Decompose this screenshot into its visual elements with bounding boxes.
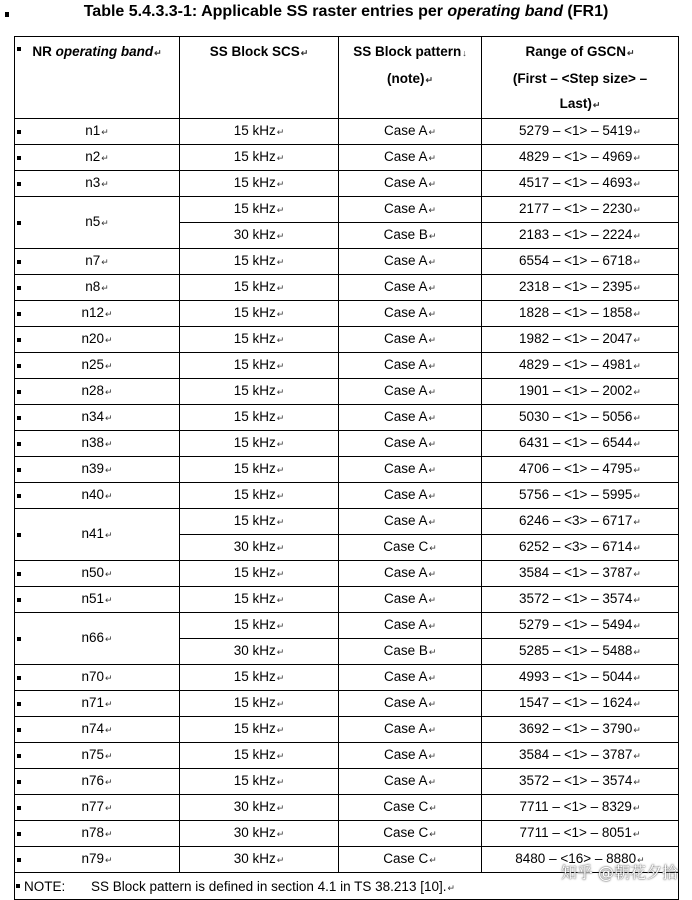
pattern-cell: Case A↵ — [339, 483, 482, 509]
return-mark-icon: ↵ — [104, 491, 113, 501]
band-cell: n40↵ — [15, 483, 180, 509]
title-text: Table 5.4.3.3-1: Applicable SS raster entries per — [83, 3, 448, 20]
gscn-cell: 7711 – <1> – 8051↵ — [482, 821, 679, 847]
gscn-cell: 5279 – <1> – 5419↵ — [482, 119, 679, 145]
return-mark-icon: ↵ — [633, 465, 641, 475]
return-mark-icon: ↵ — [104, 413, 113, 423]
scs-cell: 15 kHz↵ — [180, 197, 339, 223]
return-mark-icon: ↵ — [276, 517, 285, 527]
return-mark-icon: ↵ — [276, 777, 285, 787]
gscn-cell: 3692 – <1> – 3790↵ — [482, 717, 679, 743]
pattern-cell: Case C↵ — [339, 821, 482, 847]
band-cell: n50↵ — [15, 561, 180, 587]
table-row — [15, 743, 679, 769]
watermark: 知乎 @朝花夕拾 — [560, 863, 678, 882]
table-row — [15, 327, 679, 353]
return-mark-icon: ↵ — [633, 205, 641, 215]
pattern-cell: Case A↵ — [339, 743, 482, 769]
gscn-cell: 6252 – <3> – 6714↵ — [482, 535, 679, 561]
gscn-cell: 1828 – <1> – 1858↵ — [482, 301, 679, 327]
return-mark-icon: ↵ — [429, 829, 437, 839]
pattern-cell: Case A↵ — [339, 249, 482, 275]
pattern-cell: Case A↵ — [339, 561, 482, 587]
cell-mark-icon — [17, 572, 21, 576]
scs-cell: 15 kHz↵ — [180, 379, 339, 405]
return-mark-icon: ↵ — [276, 231, 285, 241]
gscn-cell: 2177 – <1> – 2230↵ — [482, 197, 679, 223]
return-mark-icon: ↵ — [637, 855, 645, 865]
return-mark-icon: ↵ — [104, 569, 113, 579]
return-mark-icon: ↵ — [104, 595, 113, 605]
band-cell: n51↵ — [15, 587, 180, 613]
scs-cell: 15 kHz↵ — [180, 743, 339, 769]
scs-cell: 15 kHz↵ — [180, 665, 339, 691]
return-mark-icon: ↵ — [276, 283, 285, 293]
return-mark-icon: ↵ — [633, 725, 641, 735]
return-mark-icon: ↵ — [104, 530, 113, 540]
scs-cell: 15 kHz↵ — [180, 769, 339, 795]
return-mark-icon: ↵ — [633, 751, 641, 761]
table-row — [15, 249, 679, 275]
return-mark-icon: ↵ — [428, 673, 437, 683]
band-cell: n5↵ — [15, 197, 180, 249]
band-cell: n70↵ — [15, 665, 180, 691]
return-mark-icon: ↵ — [104, 634, 113, 644]
scs-cell: 30 kHz↵ — [180, 639, 339, 665]
cell-mark-icon — [17, 468, 21, 472]
return-mark-icon: ↵ — [276, 725, 285, 735]
band-cell: n8↵ — [15, 275, 180, 301]
return-mark-icon: ↵ — [104, 829, 113, 839]
return-mark-icon: ↵ — [633, 257, 641, 267]
return-mark-icon: ↵ — [633, 647, 641, 657]
return-mark-icon: ↵ — [104, 361, 113, 371]
table-row — [15, 145, 679, 171]
band-cell: n41↵ — [15, 509, 180, 561]
pattern-cell: Case A↵ — [339, 717, 482, 743]
return-mark-icon: ↵ — [633, 387, 641, 397]
cell-mark-icon — [17, 676, 21, 680]
scs-cell: 15 kHz↵ — [180, 457, 339, 483]
scs-cell: 30 kHz↵ — [180, 795, 339, 821]
return-mark-icon: ↵ — [104, 855, 113, 865]
pattern-cell: Case A↵ — [339, 405, 482, 431]
return-mark-icon: ↵ — [104, 439, 113, 449]
scs-cell: 15 kHz↵ — [180, 717, 339, 743]
gscn-cell: 1547 – <1> – 1624↵ — [482, 691, 679, 717]
return-mark-icon: ↵ — [633, 309, 641, 319]
return-mark-icon: ↵ — [104, 465, 113, 475]
band-cell: n38↵ — [15, 431, 180, 457]
return-mark-icon: ↵ — [300, 48, 309, 58]
table-row — [15, 171, 679, 197]
scs-cell: 15 kHz↵ — [180, 301, 339, 327]
cell-mark-icon — [17, 156, 21, 160]
return-mark-icon: ↵ — [276, 361, 285, 371]
scs-cell: 15 kHz↵ — [180, 509, 339, 535]
cell-mark-icon — [17, 416, 21, 420]
return-mark-icon: ↵ — [428, 725, 437, 735]
return-mark-icon: ↵ — [276, 829, 285, 839]
cell-mark-icon — [16, 884, 20, 888]
return-mark-icon: ↵ — [633, 413, 641, 423]
table-row — [15, 717, 679, 743]
return-mark-icon: ↵ — [101, 127, 109, 137]
return-mark-icon: ↵ — [428, 699, 437, 709]
scs-cell: 15 kHz↵ — [180, 483, 339, 509]
return-mark-icon: ↵ — [632, 803, 641, 813]
band-cell: n25↵ — [15, 353, 180, 379]
band-cell: n79↵ — [15, 847, 180, 873]
table-row — [15, 275, 679, 301]
scs-cell: 15 kHz↵ — [180, 145, 339, 171]
note-text: SS Block pattern is defined in section 4.1 in TS 38.213 [10]. — [91, 878, 447, 894]
return-mark-icon: ↵ — [276, 595, 285, 605]
return-mark-icon: ↵ — [276, 309, 285, 319]
ss-raster-table — [14, 36, 679, 900]
return-mark-icon: ↵ — [633, 153, 641, 163]
return-mark-icon: ↵ — [428, 309, 437, 319]
cell-mark-icon — [17, 494, 21, 498]
pattern-cell: Case B↵ — [339, 223, 482, 249]
scs-cell: 15 kHz↵ — [180, 431, 339, 457]
return-mark-icon: ↵ — [633, 127, 641, 137]
band-cell: n20↵ — [15, 327, 180, 353]
band-cell: n75↵ — [15, 743, 180, 769]
return-mark-icon: ↵ — [633, 569, 641, 579]
scs-cell: 15 kHz↵ — [180, 613, 339, 639]
gscn-cell: 5756 – <1> – 5995↵ — [482, 483, 679, 509]
return-mark-icon: ↵ — [633, 179, 641, 189]
return-mark-icon: ↵ — [276, 803, 285, 813]
return-mark-icon: ↵ — [428, 569, 437, 579]
table-row — [15, 561, 679, 587]
return-mark-icon: ↵ — [633, 491, 641, 501]
return-mark-icon: ↵ — [428, 257, 437, 267]
pattern-cell: Case A↵ — [339, 457, 482, 483]
scs-cell: 30 kHz↵ — [180, 847, 339, 873]
return-mark-icon: ↵ — [101, 218, 109, 228]
band-cell: n12↵ — [15, 301, 180, 327]
return-mark-icon: ↵ — [633, 517, 641, 527]
gscn-cell: 4706 – <1> – 4795↵ — [482, 457, 679, 483]
gscn-cell: 1901 – <1> – 2002↵ — [482, 379, 679, 405]
scs-cell: 15 kHz↵ — [180, 119, 339, 145]
scs-cell: 15 kHz↵ — [180, 587, 339, 613]
band-cell: n1↵ — [15, 119, 180, 145]
table-row — [15, 795, 679, 821]
band-cell: n34↵ — [15, 405, 180, 431]
pattern-cell: Case A↵ — [339, 379, 482, 405]
pattern-cell: Case C↵ — [339, 847, 482, 873]
scs-cell: 15 kHz↵ — [180, 327, 339, 353]
return-mark-icon: ↵ — [633, 231, 641, 241]
band-cell: n66↵ — [15, 613, 180, 665]
return-mark-icon: ↵ — [104, 387, 113, 397]
return-mark-icon: ↵ — [428, 595, 437, 605]
pattern-cell: Case A↵ — [339, 353, 482, 379]
return-mark-icon: ↵ — [104, 335, 113, 345]
band-cell: n71↵ — [15, 691, 180, 717]
return-mark-icon: ↵ — [428, 387, 437, 397]
return-mark-icon: ↵ — [276, 465, 285, 475]
cell-mark-icon — [17, 47, 21, 51]
return-mark-icon: ↵ — [276, 179, 285, 189]
pattern-cell: Case A↵ — [339, 145, 482, 171]
gscn-cell: 1982 – <1> – 2047↵ — [482, 327, 679, 353]
table-row — [15, 613, 679, 639]
gscn-cell: 5285 – <1> – 5488↵ — [482, 639, 679, 665]
table-row — [15, 119, 679, 145]
return-mark-icon: ↵ — [276, 127, 285, 137]
return-mark-icon: ↵ — [276, 335, 285, 345]
table-row — [15, 691, 679, 717]
pattern-cell: Case A↵ — [339, 665, 482, 691]
return-mark-icon: ↵ — [276, 621, 285, 631]
cell-mark-icon — [17, 390, 21, 394]
gscn-cell: 2318 – <1> – 2395↵ — [482, 275, 679, 301]
gscn-cell: 4517 – <1> – 4693↵ — [482, 171, 679, 197]
return-mark-icon: ↵ — [428, 127, 437, 137]
pattern-cell: Case A↵ — [339, 327, 482, 353]
pattern-cell: Case A↵ — [339, 509, 482, 535]
table-row — [15, 483, 679, 509]
pattern-cell: Case A↵ — [339, 119, 482, 145]
return-mark-icon: ↵ — [428, 647, 437, 657]
cell-mark-icon — [17, 286, 21, 290]
return-mark-icon: ↵ — [104, 699, 113, 709]
return-mark-icon: ↵ — [428, 465, 437, 475]
note-label: NOTE: — [24, 878, 66, 894]
return-mark-icon: ↵ — [632, 829, 641, 839]
return-mark-icon: ↵ — [276, 673, 285, 683]
table-row — [15, 379, 679, 405]
return-mark-icon: ↵ — [428, 777, 437, 787]
return-mark-icon: ↵ — [428, 283, 437, 293]
return-mark-icon: ↓ — [462, 48, 467, 58]
return-mark-icon: ↵ — [276, 387, 285, 397]
return-mark-icon: ↵ — [104, 803, 113, 813]
return-mark-icon: ↵ — [276, 413, 285, 423]
pattern-cell: Case A↵ — [339, 275, 482, 301]
pattern-cell: Case A↵ — [339, 431, 482, 457]
cell-mark-icon — [17, 728, 21, 732]
header-pattern: SS Block pattern↓ (note)↵ — [339, 37, 482, 119]
scs-cell: 15 kHz↵ — [180, 249, 339, 275]
band-cell: n39↵ — [15, 457, 180, 483]
pattern-cell: Case A↵ — [339, 197, 482, 223]
gscn-cell: 7711 – <1> – 8329↵ — [482, 795, 679, 821]
gscn-cell: 8480 – <16> – 8880↵ — [482, 847, 679, 873]
gscn-cell: 6246 – <3> – 6717↵ — [482, 509, 679, 535]
return-mark-icon: ↵ — [428, 517, 437, 527]
table-row — [15, 665, 679, 691]
gscn-cell: 5279 – <1> – 5494↵ — [482, 613, 679, 639]
title-italic: operating band — [447, 3, 563, 20]
scs-cell: 15 kHz↵ — [180, 353, 339, 379]
gscn-cell: 4829 – <1> – 4981↵ — [482, 353, 679, 379]
table-row — [15, 431, 679, 457]
return-mark-icon: ↵ — [633, 621, 641, 631]
cell-mark-icon — [17, 637, 21, 641]
return-mark-icon: ↵ — [276, 257, 285, 267]
return-mark-icon: ↵ — [104, 309, 113, 319]
band-cell: n77↵ — [15, 795, 180, 821]
cell-mark-icon — [17, 338, 21, 342]
return-mark-icon: ↵ — [101, 153, 109, 163]
return-mark-icon: ↵ — [428, 335, 437, 345]
pattern-cell: Case A↵ — [339, 691, 482, 717]
gscn-cell: 3584 – <1> – 3787↵ — [482, 743, 679, 769]
header-scs: SS Block SCS↵ — [180, 37, 339, 119]
pattern-cell: Case A↵ — [339, 613, 482, 639]
return-mark-icon: ↵ — [428, 231, 437, 241]
gscn-cell: 4993 – <1> – 5044↵ — [482, 665, 679, 691]
cell-mark-icon — [17, 182, 21, 186]
cell-mark-icon — [17, 598, 21, 602]
cell-mark-icon — [17, 806, 21, 810]
table-row — [15, 197, 679, 223]
table-title — [0, 2, 692, 22]
return-mark-icon: ↵ — [428, 361, 437, 371]
return-mark-icon: ↵ — [276, 751, 285, 761]
band-cell: n78↵ — [15, 821, 180, 847]
return-mark-icon: ↵ — [425, 75, 434, 85]
scs-cell: 15 kHz↵ — [180, 405, 339, 431]
scs-cell: 15 kHz↵ — [180, 275, 339, 301]
return-mark-icon: ↵ — [276, 153, 285, 163]
return-mark-icon: ↵ — [633, 439, 641, 449]
gscn-cell: 6554 – <1> – 6718↵ — [482, 249, 679, 275]
return-mark-icon: ↵ — [633, 361, 641, 371]
header-row — [15, 37, 679, 119]
cell-mark-icon — [17, 260, 21, 264]
table-row — [15, 457, 679, 483]
band-cell: n2↵ — [15, 145, 180, 171]
scs-cell: 30 kHz↵ — [180, 223, 339, 249]
band-cell: n3↵ — [15, 171, 180, 197]
pattern-cell: Case C↵ — [339, 795, 482, 821]
return-mark-icon: ↵ — [429, 855, 437, 865]
title-suffix: (FR1) — [562, 3, 609, 20]
return-mark-icon: ↵ — [101, 257, 109, 267]
return-mark-icon: ↵ — [276, 699, 285, 709]
return-mark-icon: ↵ — [592, 100, 601, 110]
pattern-cell: Case A↵ — [339, 301, 482, 327]
scs-cell: 15 kHz↵ — [180, 561, 339, 587]
header-band: NR operating band↵ — [15, 37, 180, 119]
cell-mark-icon — [17, 780, 21, 784]
cell-mark-icon — [17, 702, 21, 706]
cell-mark-icon — [17, 858, 21, 862]
gscn-cell: 3572 – <1> – 3574↵ — [482, 769, 679, 795]
table-row — [15, 769, 679, 795]
return-mark-icon: ↵ — [633, 283, 641, 293]
return-mark-icon: ↵ — [276, 543, 285, 553]
scs-cell: 15 kHz↵ — [180, 171, 339, 197]
cell-mark-icon — [17, 130, 21, 134]
gscn-cell: 2183 – <1> – 2224↵ — [482, 223, 679, 249]
table-row — [15, 405, 679, 431]
return-mark-icon: ↵ — [276, 855, 285, 865]
return-mark-icon: ↵ — [633, 595, 641, 605]
gscn-cell: 3584 – <1> – 3787↵ — [482, 561, 679, 587]
pattern-cell: Case B↵ — [339, 639, 482, 665]
cell-mark-icon — [17, 364, 21, 368]
return-mark-icon: ↵ — [428, 413, 437, 423]
return-mark-icon: ↵ — [626, 48, 635, 58]
return-mark-icon: ↵ — [104, 777, 113, 787]
band-cell: n74↵ — [15, 717, 180, 743]
pattern-cell: Case C↵ — [339, 535, 482, 561]
return-mark-icon: ↵ — [633, 777, 641, 787]
return-mark-icon: ↵ — [276, 647, 285, 657]
return-mark-icon: ↵ — [428, 179, 437, 189]
return-mark-icon: ↵ — [104, 725, 113, 735]
return-mark-icon: ↵ — [447, 882, 456, 893]
return-mark-icon: ↵ — [104, 673, 113, 683]
table-row — [15, 301, 679, 327]
band-cell: n76↵ — [15, 769, 180, 795]
cell-mark-icon — [17, 312, 21, 316]
return-mark-icon: ↵ — [428, 751, 437, 761]
return-mark-icon: ↵ — [276, 569, 285, 579]
gscn-cell: 6431 – <1> – 6544↵ — [482, 431, 679, 457]
cell-mark-icon — [17, 221, 21, 225]
band-cell: n7↵ — [15, 249, 180, 275]
return-mark-icon: ↵ — [104, 751, 113, 761]
table-row — [15, 509, 679, 535]
return-mark-icon: ↵ — [633, 673, 641, 683]
return-mark-icon: ↵ — [633, 335, 641, 345]
gscn-cell: 4829 – <1> – 4969↵ — [482, 145, 679, 171]
return-mark-icon: ↵ — [633, 543, 641, 553]
return-mark-icon: ↵ — [154, 48, 162, 58]
return-mark-icon: ↵ — [429, 543, 437, 553]
return-mark-icon: ↵ — [429, 803, 437, 813]
scs-cell: 15 kHz↵ — [180, 691, 339, 717]
cell-mark-icon — [17, 533, 21, 537]
return-mark-icon: ↵ — [428, 205, 437, 215]
return-mark-icon: ↵ — [276, 205, 285, 215]
gscn-cell: 3572 – <1> – 3574↵ — [482, 587, 679, 613]
return-mark-icon: ↵ — [633, 699, 641, 709]
return-mark-icon: ↵ — [428, 153, 437, 163]
scs-cell: 30 kHz↵ — [180, 821, 339, 847]
band-cell: n28↵ — [15, 379, 180, 405]
pattern-cell: Case A↵ — [339, 587, 482, 613]
return-mark-icon: ↵ — [101, 179, 109, 189]
scs-cell: 30 kHz↵ — [180, 535, 339, 561]
pattern-cell: Case A↵ — [339, 769, 482, 795]
return-mark-icon: ↵ — [276, 491, 285, 501]
return-mark-icon: ↵ — [276, 439, 285, 449]
return-mark-icon: ↵ — [101, 283, 109, 293]
table-row — [15, 353, 679, 379]
cell-mark-icon — [17, 832, 21, 836]
return-mark-icon: ↵ — [428, 439, 437, 449]
pattern-cell: Case A↵ — [339, 171, 482, 197]
gscn-cell: 5030 – <1> – 5056↵ — [482, 405, 679, 431]
cell-mark-icon — [17, 442, 21, 446]
header-gscn: Range of GSCN↵ (First – <Step size> – Last)↵ — [482, 37, 679, 119]
return-mark-icon: ↵ — [428, 491, 437, 501]
return-mark-icon: ↵ — [428, 621, 437, 631]
table-row — [15, 821, 679, 847]
table-row — [15, 587, 679, 613]
cell-mark-icon — [17, 754, 21, 758]
